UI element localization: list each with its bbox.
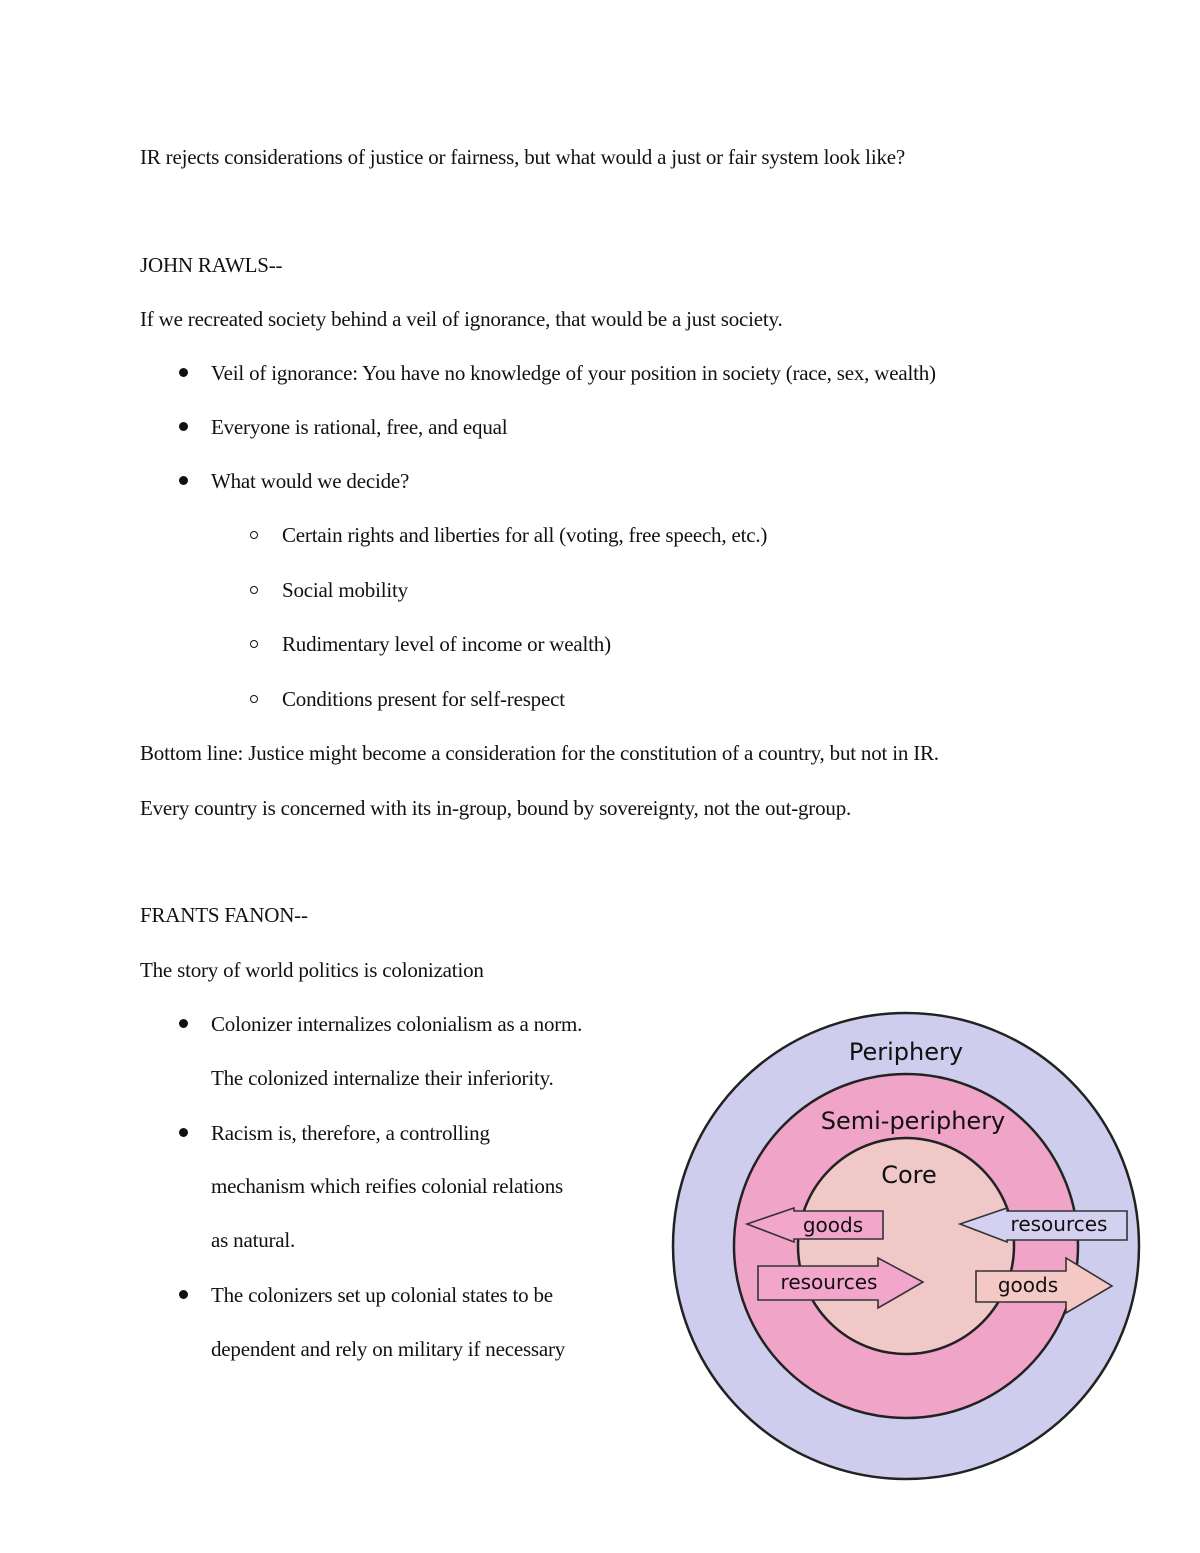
sub-bullet-icon (250, 640, 258, 648)
resources-label-left: resources (780, 1270, 878, 1294)
sub-bullet-icon (250, 695, 258, 703)
bullet-icon (179, 1128, 188, 1137)
periphery-label: Periphery (848, 1038, 964, 1066)
rawls-bullet: Veil of ignorance: You have no knowledge of your position in society (race, sex, wealth) (211, 361, 936, 385)
rawls-sub-bullet: Rudimentary level of income or wealth) (282, 632, 611, 656)
bullet-icon (179, 1290, 188, 1299)
bullet-icon (179, 1019, 188, 1028)
rawls-in-group: Every country is concerned with its in-group, bound by sovereignty, not the out-group. (140, 796, 852, 820)
bullet-icon (179, 422, 188, 431)
fanon-bullet-line: mechanism which reifies colonial relations (211, 1174, 563, 1198)
resources-label-right: resources (1010, 1212, 1108, 1236)
rawls-bullet: Everyone is rational, free, and equal (211, 415, 508, 439)
fanon-heading: FRANTS FANON-- (140, 903, 308, 927)
sub-bullet-icon (250, 586, 258, 594)
rawls-sub-bullet: Social mobility (282, 578, 408, 602)
semi-periphery-label: Semi-periphery (820, 1107, 1006, 1135)
fanon-bullet-line: Racism is, therefore, a controlling (211, 1121, 490, 1145)
rawls-heading: JOHN RAWLS-- (140, 253, 283, 277)
rawls-sub-bullet: Certain rights and liberties for all (voting, free speech, etc.) (282, 523, 768, 547)
rawls-sub-bullet: Conditions present for self-respect (282, 687, 565, 711)
goods-label-right: goods (997, 1273, 1059, 1297)
fanon-bullet-line: Colonizer internalizes colonialism as a norm. (211, 1012, 583, 1036)
intro-question: IR rejects considerations of justice or fairness, but what would a just or fair system look like? (140, 145, 905, 169)
fanon-bullet-line: dependent and rely on military if necessary (211, 1337, 566, 1361)
bullet-icon (179, 368, 188, 377)
bullet-icon (179, 476, 188, 485)
fanon-bullet-line: as natural. (211, 1228, 296, 1252)
world-systems-diagram (668, 1008, 1144, 1484)
rawls-bullet: What would we decide? (211, 469, 410, 493)
core-label: Core (881, 1161, 937, 1189)
fanon-bullet-line: The colonized internalize their inferiority. (211, 1066, 554, 1090)
fanon-thesis: The story of world politics is colonization (140, 958, 484, 982)
sub-bullet-icon (250, 531, 258, 539)
goods-label-left: goods (802, 1213, 864, 1237)
rawls-bottom-line: Bottom line: Justice might become a consideration for the constitution of a country, but not in IR. (140, 741, 939, 765)
fanon-bullet-line: The colonizers set up colonial states to be (211, 1283, 553, 1307)
rawls-thesis: If we recreated society behind a veil of ignorance, that would be a just society. (140, 307, 783, 331)
